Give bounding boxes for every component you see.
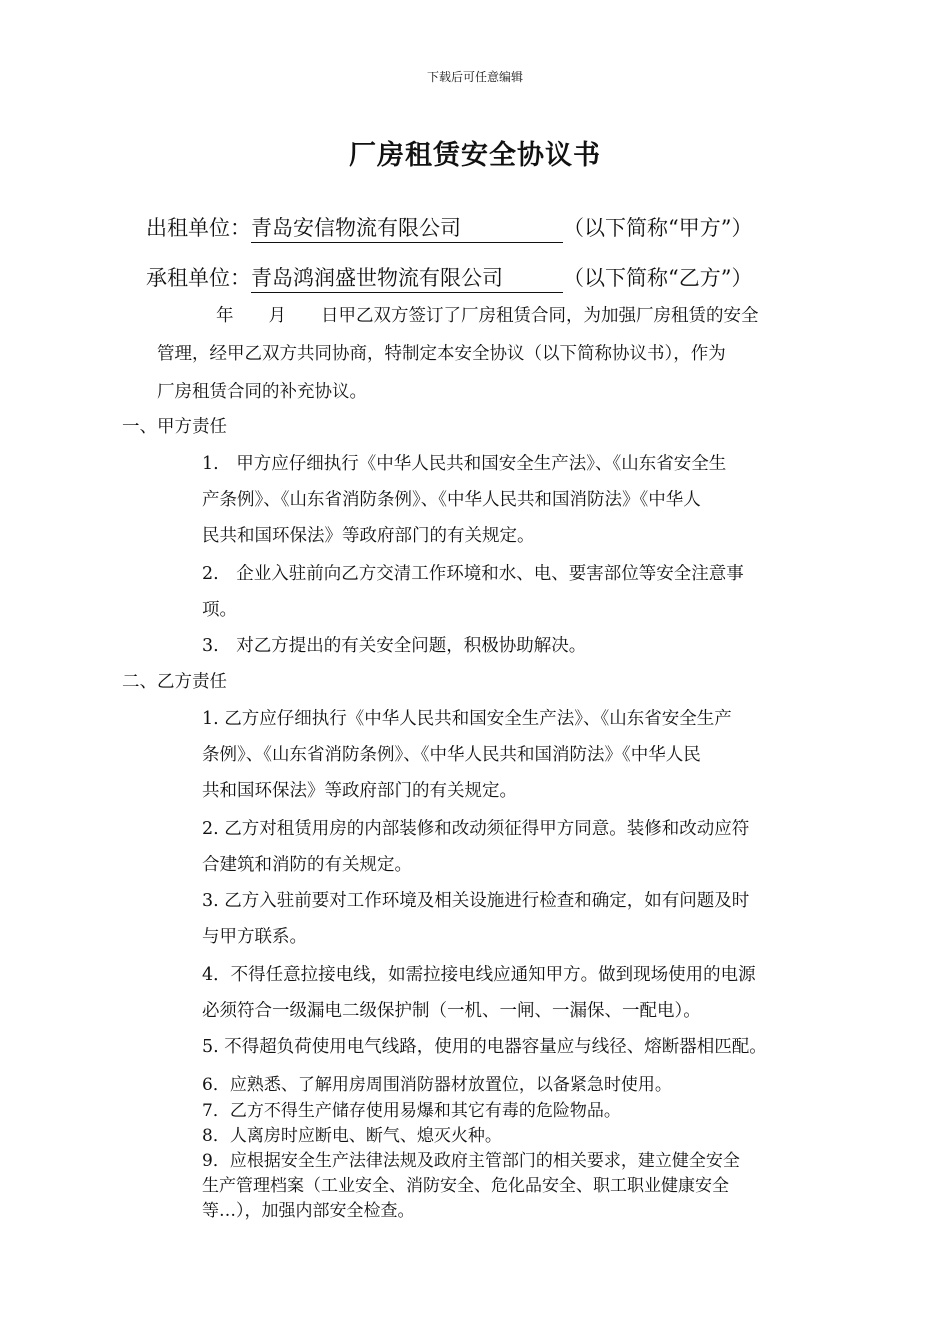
lessee-line xyxy=(146,262,752,293)
clause-line: 条例》、《山东省消防条例》、《中华人民共和国消防法》《中华人民 xyxy=(202,745,701,765)
section-heading: 二、乙方责任 xyxy=(122,672,227,692)
clause-line: 7．乙方不得生产储存使用易爆和其它有毒的危险物品。 xyxy=(202,1101,621,1121)
clause-line: 9．应根据安全生产法律法规及政府主管部门的相关要求，建立健全安全 xyxy=(202,1151,740,1171)
lessor-label: 出租单位： xyxy=(146,216,251,240)
clause-line: 必须符合一级漏电二级保护制（一机、一闸、一漏保、一配电）。 xyxy=(202,1001,701,1021)
lessee-suffix: （以下简称“乙方”） xyxy=(563,266,753,290)
clause-line: 5. 不得超负荷使用电气线路，使用的电器容量应与线径、熔断器相匹配。 xyxy=(202,1037,767,1057)
intro-line: 管理，经甲乙双方共同协商，特制定本安全协议（以下简称协议书），作为 xyxy=(157,344,726,364)
clause-line: 6．应熟悉、了解用房周围消防器材放置位，以备紧急时使用。 xyxy=(202,1075,672,1095)
lessor-name: 青岛安信物流有限公司 xyxy=(251,212,563,243)
lessee-name: 青岛鸿润盛世物流有限公司 xyxy=(251,262,563,293)
clause-line: 1. 乙方应仔细执行《中华人民共和国安全生产法》、《山东省安全生产 xyxy=(202,709,732,729)
clause-line: 2. 乙方对租赁用房的内部装修和改动须征得甲方同意。装修和改动应符 xyxy=(202,819,750,839)
clause-line: 8．人离房时应断电、断气、熄灭火种。 xyxy=(202,1126,502,1146)
clause-line: 生产管理档案（工业安全、消防安全、危化品安全、职工职业健康安全 xyxy=(202,1176,729,1196)
clause-line: 3. 对乙方提出的有关安全问题，积极协助解决。 xyxy=(202,636,587,656)
clause-line: 共和国环保法》等政府部门的有关规定。 xyxy=(202,781,517,801)
clause-line: 合建筑和消防的有关规定。 xyxy=(202,855,412,875)
header-note: 下载后可任意编辑 xyxy=(426,70,523,84)
intro-line: 厂房租赁合同的补充协议。 xyxy=(157,382,367,402)
clause-line: 与甲方联系。 xyxy=(202,927,307,947)
clause-line: 民共和国环保法》等政府部门的有关规定。 xyxy=(202,526,535,546)
document-title: 厂房租赁安全协议书 xyxy=(349,140,601,171)
lessor-line xyxy=(146,212,752,243)
clause-line: 等…），加强内部安全检查。 xyxy=(202,1201,415,1221)
clause-line: 1. 甲方应仔细执行《中华人民共和国安全生产法》、《山东省安全生 xyxy=(202,454,727,474)
clause-line: 4．不得任意拉接电线，如需拉接电线应通知甲方。做到现场使用的电源 xyxy=(202,965,756,985)
intro-line: 年 月 日甲乙双方签订了厂房租赁合同，为加强厂房租赁的安全 xyxy=(216,306,759,326)
clause-line: 2. 企业入驻前向乙方交清工作环境和水、电、要害部位等安全注意事 xyxy=(202,564,744,584)
section-heading: 一、甲方责任 xyxy=(122,417,227,437)
clause-line: 产条例》、《山东省消防条例》、《中华人民共和国消防法》《中华人 xyxy=(202,490,701,510)
lessee-label: 承租单位： xyxy=(146,266,251,290)
clause-line: 3. 乙方入驻前要对工作环境及相关设施进行检查和确定，如有问题及时 xyxy=(202,891,750,911)
clause-line: 项。 xyxy=(202,600,237,620)
lessor-suffix: （以下简称“甲方”） xyxy=(563,216,753,240)
